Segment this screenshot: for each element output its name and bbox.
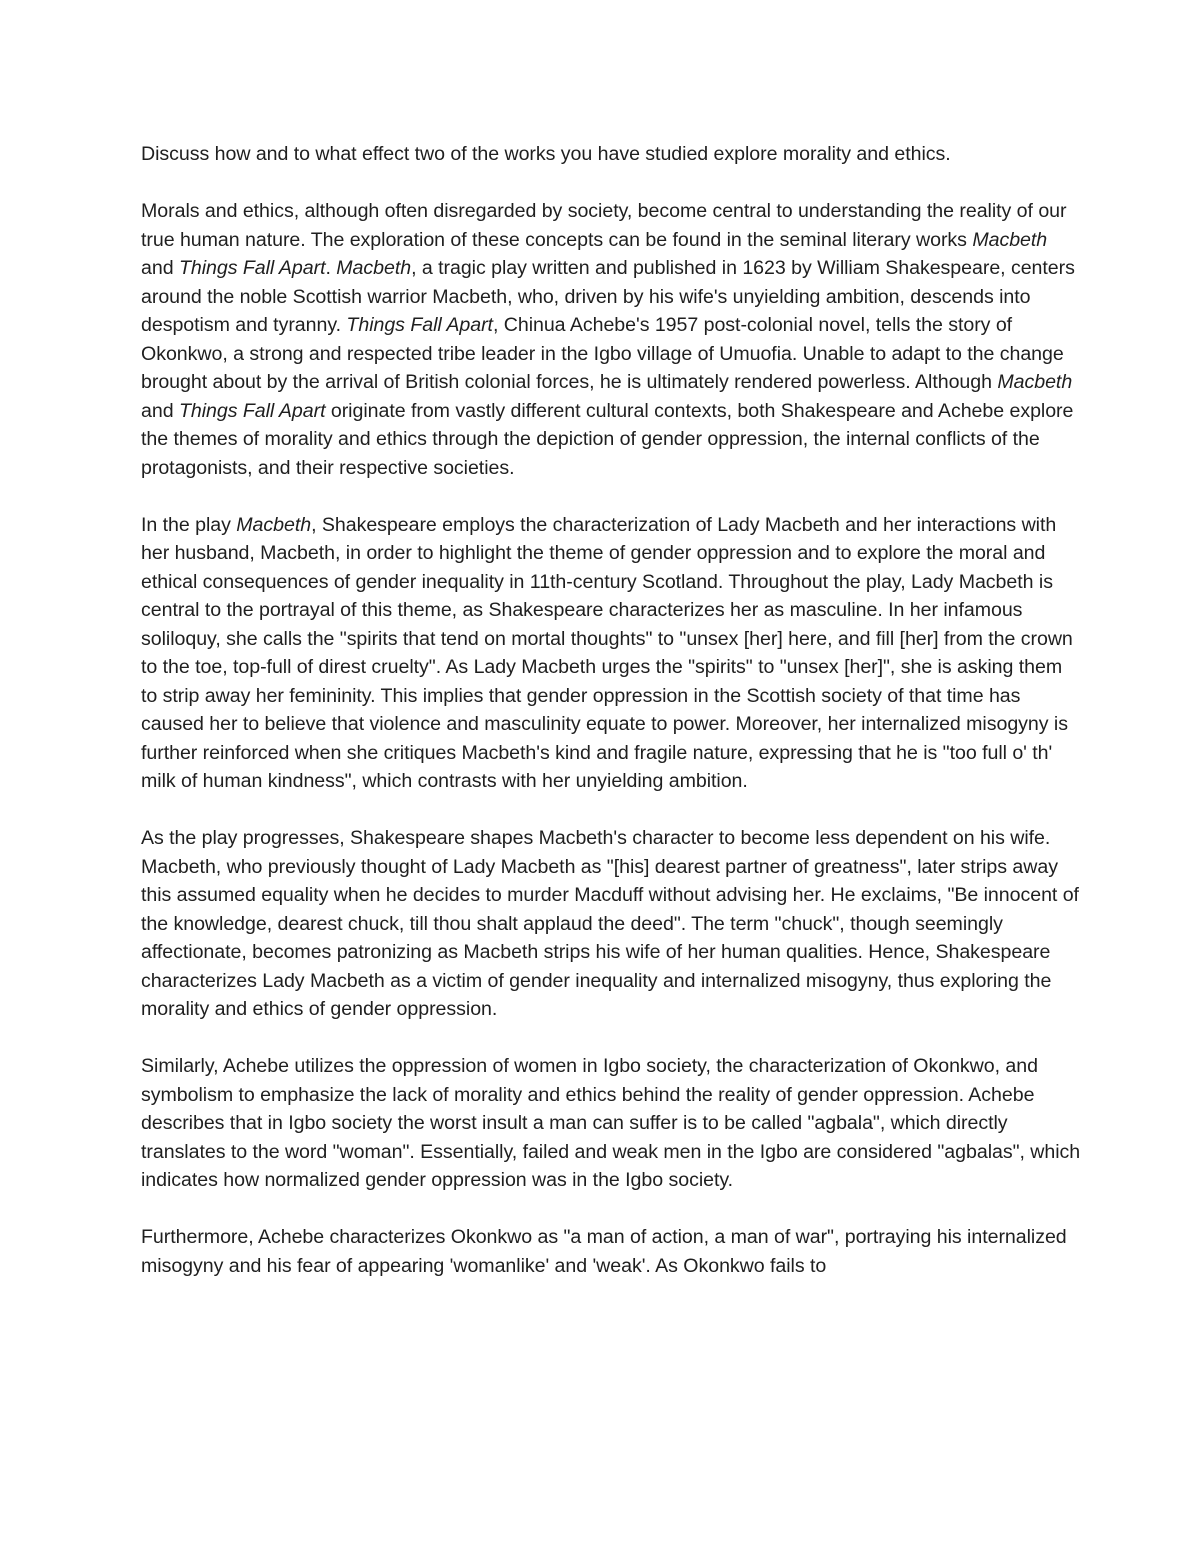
paragraph: [141, 1052, 1081, 1195]
italic-title: Things Fall Apart: [178, 399, 326, 422]
paragraph: [141, 1223, 1081, 1280]
paragraph: [141, 197, 1081, 482]
text-run: Furthermore, Achebe characterizes Okonkwo as "a man of action, a man of war", portraying his internalized misogyny and his fear of appearing 'womanlike' and 'weak'. As Okonkwo fails to: [141, 1226, 1067, 1277]
italic-title: Macbeth: [997, 371, 1073, 393]
text-run: As the play progresses, Shakespeare shapes Macbeth's character to become less dependent on his wife. Macbeth, who previously thought of Lady Macbeth as "[his] dearest partner of greatness", later strips away this assumed equality when he decides to murder Macduff without advising her. He exclaims, "Be innocent of the knowledge, dearest chuck, till thou shalt applaud the deed". The term "chuck", though seemingly affectionate, becomes patronizing as Macbeth strips his wife of her human qualities. Hence, Shakespeare characterizes Lady Macbeth as a victim of gender inequality and internalized misogyny, thus exploring the morality and ethics of gender oppression.: [141, 827, 1079, 1020]
italic-title: Macbeth: [972, 228, 1048, 251]
italic-title: Macbeth: [336, 257, 412, 279]
text-run: and: [141, 399, 179, 422]
text-run: and: [141, 257, 179, 279]
text-run: Similarly, Achebe utilizes the oppression of women in Igbo society, the characterization of Okonkwo, and symbolism to emphasize the lack of morality and ethics behind the reality of gender oppression. Achebe describes that in Igbo society the worst insult a man can suffer is to be called "agbala", which directly translates to the word "woman". Essentially, failed and weak men in the Igbo are considered "agbalas", which indicates how normalized gender oppression was in the Igbo society.: [141, 1055, 1081, 1191]
text-run: .: [325, 257, 337, 279]
text-run: , Shakespeare employs the characterization of Lady Macbeth and her interactions with her husband, Macbeth, in order to highlight the theme of gender oppression and to explore the moral and ethical consequences of gender inequality in 11th-century Scotland. Throughout the play, Lady Macbeth is central to the portrayal of this theme, as Shakespeare characterizes her as masculine. In her infamous soliloquy, she calls the "spirits that tend on mortal thoughts" to "unsex [her] here, and fill [her] from the crown to the toe, top-full of direst cruelty". As Lady Macbeth urges the "spirits" to "unsex [her]", she is asking them to strip away her femininity. This implies that gender oppression in the Scottish society of that time has caused her to believe that violence and masculinity equate to power. Moreover, her internalized misogyny is further reinforced when she critiques Macbeth's kind and fragile nature, expressing that he is "too full o' th' milk of human kindness", which contrasts with her unyielding ambition.: [141, 513, 1073, 792]
document-body: [141, 140, 1081, 1309]
text-run: , Chinua Achebe's 1957 post-colonial novel, tells the story of Okonkwo, a strong and respected tribe leader in the Igbo village of Umuofia. Unable to adapt to the change brought about by the arrival of British colonial forces, he is ultimately rendered powerless. Although: [141, 314, 1064, 393]
text-run: , a tragic play written and published in 1623 by William Shakespeare, centers around the noble Scottish warrior Macbeth, who, driven by his wife's unyielding ambition, descends into despotism and tyranny.: [141, 257, 1075, 336]
paragraph: [141, 511, 1081, 796]
italic-title: Things Fall Apart: [178, 257, 326, 279]
text-run: originate from vastly different cultural contexts, both Shakespeare and Achebe explore the themes of morality and ethics through the depiction of gender oppression, the internal conflicts of the protagonists, and their respective societies.: [141, 399, 1074, 479]
text-run: Morals and ethics, although often disregarded by society, become central to understanding the reality of our true human nature. The exploration of these concepts can be found in the seminal literary works: [141, 200, 1067, 251]
text-run: In the play: [141, 513, 237, 536]
italic-title: Things Fall Apart: [346, 314, 493, 336]
paragraph: [141, 824, 1081, 1024]
italic-title: Macbeth: [236, 513, 312, 536]
essay-prompt: Discuss how and to what effect two of the works you have studied explore morality and ethics.: [141, 143, 951, 165]
